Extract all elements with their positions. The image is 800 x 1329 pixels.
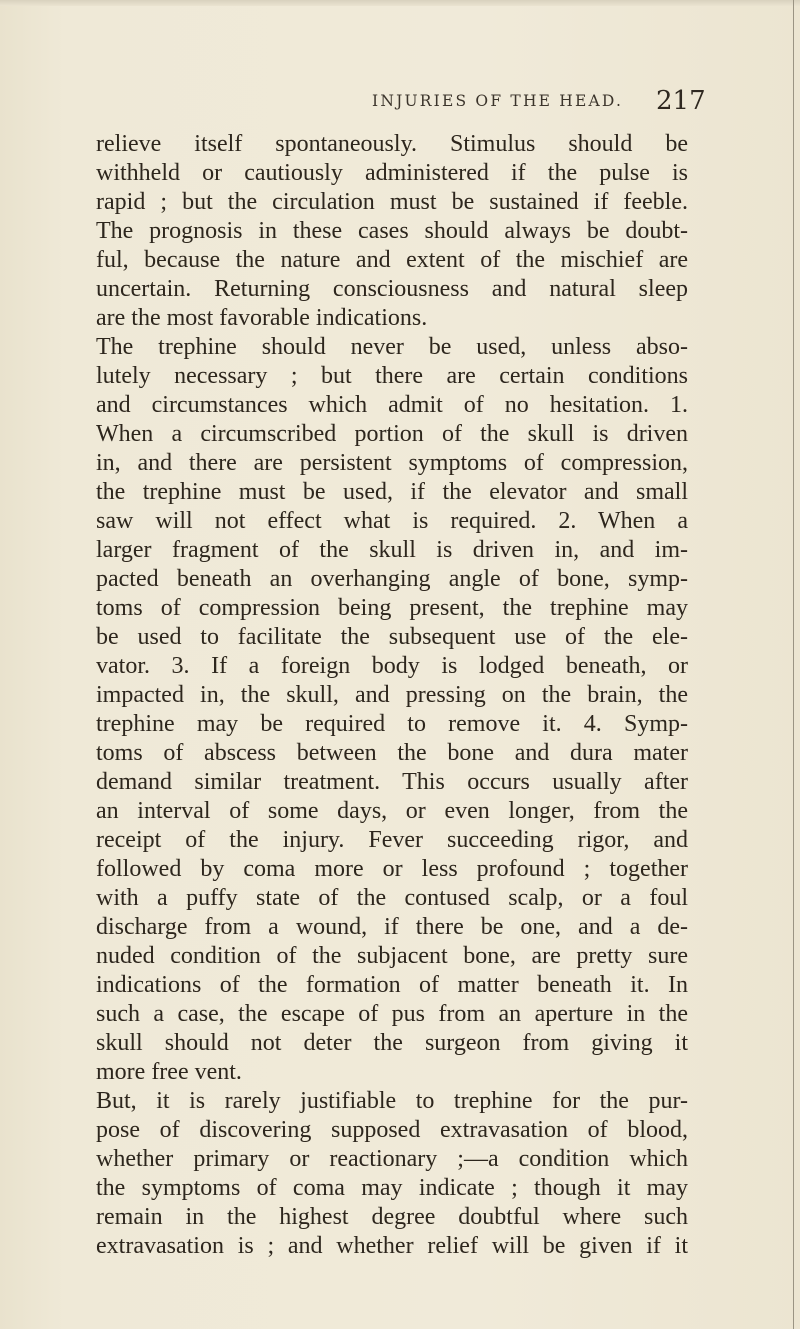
text-line: toms of abscess between the bone and dura mater <box>96 740 688 766</box>
text-line: indications of the formation of matter beneath it. In <box>96 972 688 998</box>
text-line: such a case, the escape of pus from an aperture in the <box>96 1001 688 1027</box>
text-line: discharge from a wound, if there be one, and a de- <box>96 914 688 940</box>
text-line: trephine may be required to remove it. 4. Symp- <box>96 711 688 737</box>
page-number: 217 <box>656 86 706 116</box>
page-top-edge <box>0 0 800 6</box>
text-line: But, it is rarely justifiable to trephine for the pur- <box>96 1088 688 1114</box>
text-line: nuded condition of the subjacent bone, are pretty sure <box>96 943 688 969</box>
page-right-edge <box>793 0 794 1329</box>
text-line: an interval of some days, or even longer, from the <box>96 798 688 824</box>
text-line: toms of compression being present, the trephine may <box>96 595 688 621</box>
text-line: more free vent. <box>96 1059 242 1085</box>
text-line: pose of discovering supposed extravasation of blood, <box>96 1117 688 1143</box>
text-line: are the most favorable indications. <box>96 305 428 331</box>
text-line: When a circumscribed portion of the skull is driven <box>96 421 688 447</box>
text-line: larger fragment of the skull is driven in, and im- <box>96 537 688 563</box>
text-line: withheld or cautiously administered if the pulse is <box>96 160 688 186</box>
text-line: uncertain. Returning consciousness and natural sleep <box>96 276 688 302</box>
text-line: saw will not effect what is required. 2. When a <box>96 508 688 534</box>
text-line: The prognosis in these cases should always be doubt- <box>96 218 688 244</box>
text-line: impacted in, the skull, and pressing on the brain, the <box>96 682 688 708</box>
text-line: skull should not deter the surgeon from giving it <box>96 1030 688 1056</box>
text-line: The trephine should never be used, unless abso- <box>96 334 688 360</box>
text-line: remain in the highest degree doubtful where such <box>96 1204 688 1230</box>
text-line: the symptoms of coma may indicate ; though it may <box>96 1175 688 1201</box>
body-text <box>96 130 688 1261</box>
text-line: the trephine must be used, if the elevator and small <box>96 479 688 505</box>
text-line: with a puffy state of the contused scalp, or a foul <box>96 885 688 911</box>
text-line: rapid ; but the circulation must be sustained if feeble. <box>96 189 688 215</box>
text-line: lutely necessary ; but there are certain conditions <box>96 363 688 389</box>
text-line: be used to facilitate the subsequent use of the ele- <box>96 624 688 650</box>
text-line: demand similar treatment. This occurs usually after <box>96 769 688 795</box>
text-line: ful, because the nature and extent of the mischief are <box>96 247 688 273</box>
text-line: extravasation is ; and whether relief will be given if it <box>96 1233 688 1259</box>
text-line: followed by coma more or less profound ; together <box>96 856 688 882</box>
text-line: in, and there are persistent symptoms of compression, <box>96 450 688 476</box>
text-line: vator. 3. If a foreign body is lodged beneath, or <box>96 653 688 679</box>
running-head: INJURIES OF THE HEAD. <box>372 92 624 110</box>
text-line: and circumstances which admit of no hesitation. 1. <box>96 392 688 418</box>
text-line: receipt of the injury. Fever succeeding rigor, and <box>96 827 688 853</box>
text-line: whether primary or reactionary ;—a condition which <box>96 1146 688 1172</box>
text-line: relieve itself spontaneously. Stimulus should be <box>96 131 688 157</box>
text-line: pacted beneath an overhanging angle of bone, symp- <box>96 566 688 592</box>
